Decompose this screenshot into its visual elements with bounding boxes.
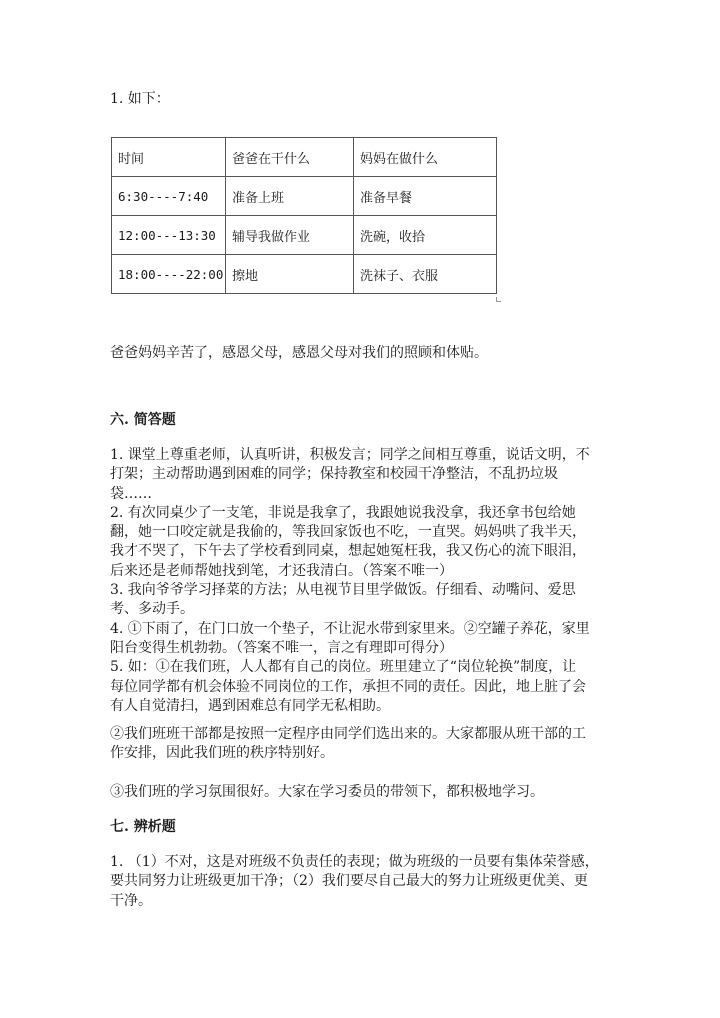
table-row <box>112 177 497 216</box>
table-cell-mom: 洗碗，收拾 <box>354 216 497 255</box>
answer-line: 后来还是老师帮她找到笔，才还我清白。（答案不唯一） <box>110 562 453 579</box>
schedule-table <box>111 137 497 294</box>
answer-line: 阳台变得生机勃勃。（答案不唯一，言之有理即可得分） <box>110 639 453 656</box>
table-cell-dad: 擦地 <box>226 255 354 294</box>
table-cell-time: 12:00---13:30 <box>112 216 226 255</box>
table-row <box>112 216 497 255</box>
answer-line: 3. 我向爷爷学习择菜的方法；从电视节目里学做饭。仔细看、动嘴问、爱思 <box>110 582 576 599</box>
header-dad: 爸爸在干什么 <box>226 138 354 177</box>
answer-line: 干净。 <box>110 892 152 909</box>
answer-line: ②我们班班干部都是按照一定程序由同学们选出来的。大家都服从班干部的工 <box>110 726 586 742</box>
table-cell-dad: 准备上班 <box>226 177 354 216</box>
table-cell-mom: 洗袜子、衣服 <box>354 255 497 294</box>
answer-line: 我才不哭了，下午去了学校看到同桌，想起她冤枉我，我又伤心的流下眼泪， <box>110 543 586 560</box>
table-corner-mark <box>496 297 501 302</box>
table-cell-time: 18:00----22:00 <box>112 255 226 294</box>
answer-line: 每位同学都有机会体验不同岗位的工作，承担不同的责任。因此，地上脏了会 <box>110 678 586 695</box>
table-header-row <box>112 138 497 177</box>
answer-line: 袋…… <box>110 485 152 502</box>
section-7-title: 七. 辨析题 <box>110 819 176 835</box>
answer-line: 考、多动手。 <box>110 601 194 618</box>
table-cell-dad: 辅导我做作业 <box>226 216 354 255</box>
answer-line: 2. 有次同桌少了一支笔，非说是我拿了，我跟她说我没拿，我还拿书包给她 <box>110 504 576 521</box>
answer-line: 1. （1）不对，这是对班级不负责任的表现；做为班级的一员要有集体荣誉感， <box>110 854 599 870</box>
answer-line: 有人自觉清扫，遇到困难总有同学无私相助。 <box>110 697 390 714</box>
section-6-answers <box>110 446 610 716</box>
section-7-answers <box>110 853 610 911</box>
answer-line: 要共同努力让班级更加干净；（2）我们要尽自己最大的努力让班级更优美、更 <box>110 873 588 890</box>
table-row <box>112 255 497 294</box>
header-mom: 妈妈在做什么 <box>354 138 497 177</box>
answer-line: 4. ①下雨了，在门口放一个垫子，不让泥水带到家里来。②空罐子养花，家里 <box>110 620 590 637</box>
answer-line: 作安排，因此我们班的秩序特别好。 <box>110 745 334 762</box>
section-6-paragraph-2 <box>110 725 610 764</box>
header-time: 时间 <box>112 138 226 177</box>
answer-line: 翻，她一口咬定就是我偷的，等我回家饭也不吃，一直哭。妈妈哄了我半天， <box>110 524 586 541</box>
intro-label: 1. 如下： <box>110 91 170 107</box>
section-6-title: 六. 简答题 <box>110 412 176 428</box>
table-cell-time: 6:30----7:40 <box>112 177 226 216</box>
answer-line: 打架；主动帮助遇到困难的同学；保持教室和校园干净整洁，不乱扔垃圾 <box>110 466 558 483</box>
answer-line: 1. 课堂上尊重老师，认真听讲，积极发言；同学之间相互尊重，说话文明，不 <box>110 447 590 463</box>
summary-text: 爸爸妈妈辛苦了，感恩父母，感恩父母对我们的照顾和体贴。 <box>110 345 488 361</box>
section-6-paragraph-3: ③我们班的学习氛围很好。大家在学习委员的带领下，都积极地学习。 <box>110 784 544 800</box>
answer-line: 5. 如：①在我们班，人人都有自己的岗位。班里建立了“岗位轮换”制度，让 <box>110 659 577 676</box>
table-cell-mom: 准备早餐 <box>354 177 497 216</box>
